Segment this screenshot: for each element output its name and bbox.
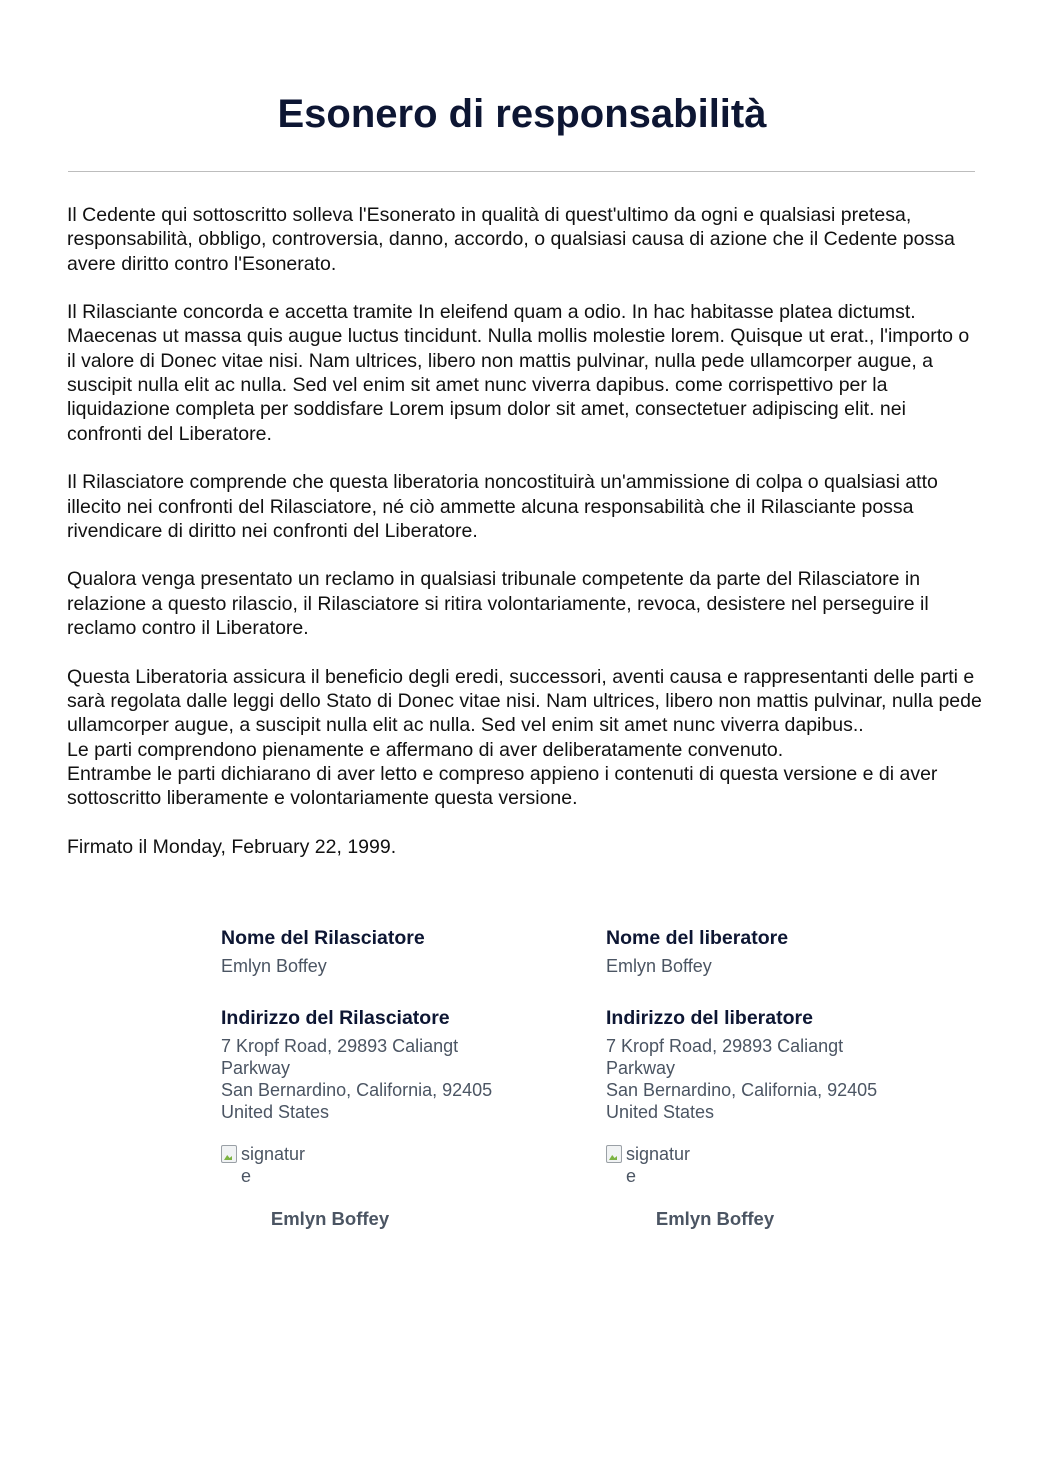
releasee-address bbox=[606, 1035, 936, 1123]
paragraph-governing-law: Questa Liberatoria assicura il beneficio degli eredi, successori, aventi causa e rappresentanti delle parti e sarà regolata dalle leggi dello Stato di Donec vitae nisi. Nam ultrices, libero non mattis pulvinar, nulla pede ullamcorper augue, a suscipit nulla elit ac nulla. Sed vel enim sit amet nunc viverra dapibus.. bbox=[67, 665, 982, 737]
paragraph-release: Il Cedente qui sottoscritto solleva l'Esonerato in qualità di quest'ultimo da ogni e qualsiasi pretesa, responsabilità, obbligo, controversia, danno, accordo, o qualsiasi causa di azione che il Cedente possa avere diritto contro l'Esonerato. bbox=[67, 204, 955, 275]
releasor-signature-image bbox=[221, 1143, 321, 1189]
releasee-address-block bbox=[606, 1005, 936, 1123]
releasor-name-label: Nome del Rilasciatore bbox=[221, 927, 425, 949]
releasee-name-label: Nome del liberatore bbox=[606, 927, 789, 949]
releasor-name: Emlyn Boffey bbox=[221, 956, 327, 976]
title-divider bbox=[68, 171, 975, 172]
releasor-signature-block bbox=[221, 925, 551, 1231]
releasor-address-line1: 7 Kropf Road, 29893 Caliangt bbox=[221, 1036, 459, 1056]
releasee-signature-image bbox=[606, 1143, 706, 1189]
releasor-signature-alt: signature bbox=[241, 1144, 306, 1186]
document-body bbox=[67, 203, 982, 883]
paragraph-acknowledgement: Entrambe le parti dichiarano di aver letto e compreso appieno i contenuti di questa versione e di aver sottoscritto liberamente e volontariamente questa versione. bbox=[67, 762, 938, 810]
releasee-address-line1: 7 Kropf Road, 29893 Caliangt bbox=[606, 1036, 844, 1056]
releasor-address-label: Indirizzo del Rilasciatore bbox=[221, 1007, 450, 1029]
releasor-address-line4: United States bbox=[221, 1102, 330, 1122]
releasee-address-line4: United States bbox=[606, 1102, 715, 1122]
releasee-printed-name: Emlyn Boffey bbox=[655, 1208, 775, 1229]
paragraph-understanding: Le parti comprendono pienamente e affermano di aver deliberatamente convenuto. bbox=[67, 738, 784, 761]
paragraph-no-admission: Il Rilasciatore comprende che questa liberatoria noncostituirà un'ammissione di colpa o qualsiasi atto illecito nei confronti del Rilasciatore, né ciò ammette alcuna responsabilità che il Rilasciante possa rivendicare di diritto nei confronti del Liberatore. bbox=[67, 471, 938, 542]
signed-date-line: Firmato il Monday, February 22, 1999. bbox=[67, 835, 397, 858]
releasee-address-line3: San Bernardino, California, 92405 bbox=[606, 1080, 878, 1100]
releasee-address-line2: Parkway bbox=[606, 1058, 676, 1078]
broken-image-icon bbox=[221, 1145, 237, 1163]
releasee-signature-alt: signature bbox=[626, 1144, 691, 1186]
releasor-address bbox=[221, 1035, 551, 1123]
releasor-printed-name: Emlyn Boffey bbox=[270, 1208, 390, 1229]
paragraph-consideration: Il Rilasciante concorda e accetta tramite In eleifend quam a odio. In hac habitasse platea dictumst. Maecenas ut massa quis augue luctus tincidunt. Nulla mollis molestie lorem. Quisque ut erat., l'importo o il valore di Donec vitae nisi. Nam ultrices, libero non mattis pulvinar, nulla pede ullamcorper augue, a suscipit nulla elit ac nulla. Sed vel enim sit amet nunc viverra dapibus. come corrispettivo per la liquidazione completa per soddisfare Lorem ipsum dolor sit amet, consectetuer adipiscing elit. nei confronti del Liberatore. bbox=[67, 301, 970, 445]
broken-image-icon bbox=[606, 1145, 622, 1163]
releasee-address-label: Indirizzo del liberatore bbox=[606, 1007, 813, 1029]
releasee-name: Emlyn Boffey bbox=[606, 956, 712, 976]
document-title: Esonero di responsabilità bbox=[277, 92, 767, 136]
paragraph-claims: Qualora venga presentato un reclamo in qualsiasi tribunale competente da parte del Rilasciatore in relazione a questo rilascio, il Rilasciatore si ritira volontariamente, revoca, desistere nel perseguire il reclamo contro il Liberatore. bbox=[67, 568, 929, 640]
releasor-address-line2: Parkway bbox=[221, 1058, 291, 1078]
releasor-address-line3: San Bernardino, California, 92405 bbox=[221, 1080, 493, 1100]
releasee-signature-block bbox=[606, 925, 936, 1231]
releasor-address-block bbox=[221, 1005, 551, 1123]
